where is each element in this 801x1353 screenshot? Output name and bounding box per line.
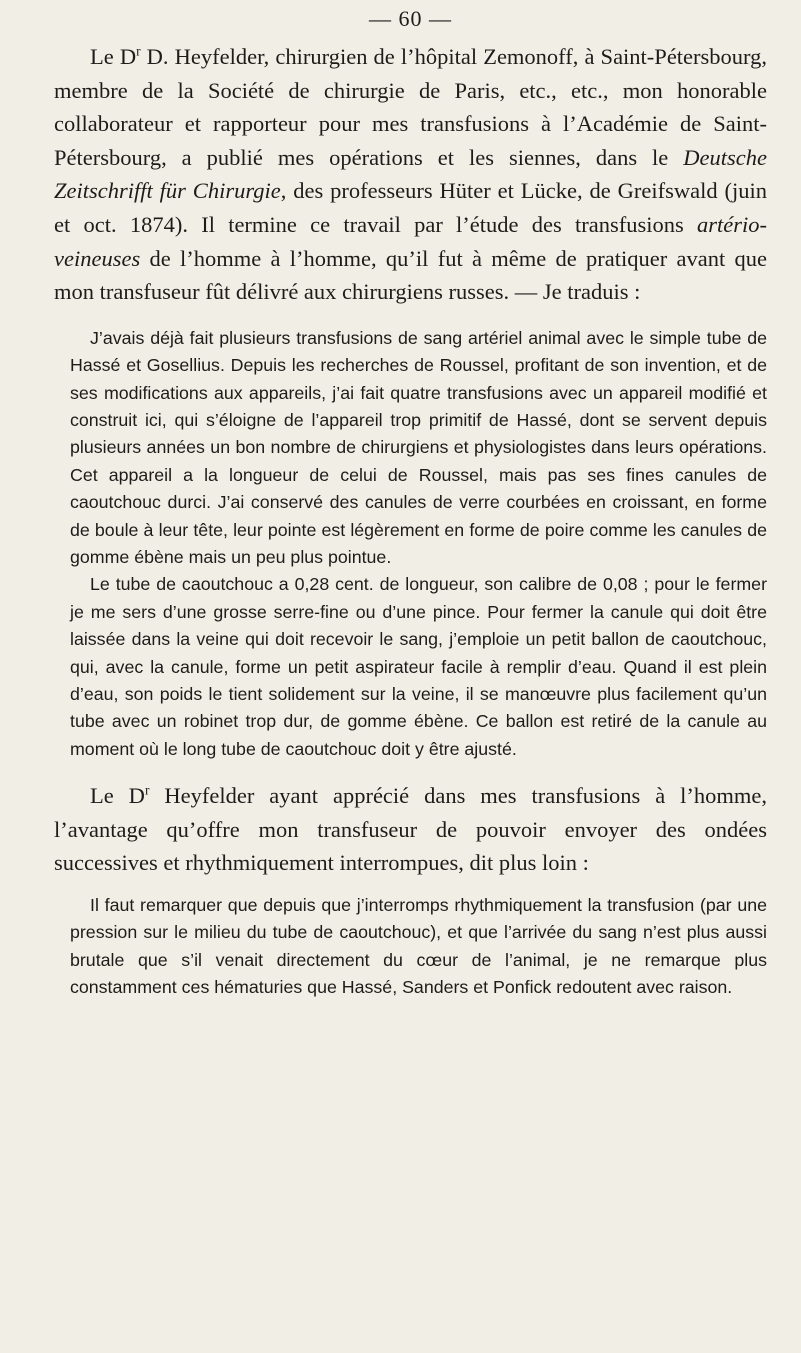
middle-text-1: Le D (90, 783, 145, 809)
intro-text-4: de l’homme à l’homme, qu’il fut à même de pratiquer avant que mon transfuseur fût délivré aux chirurgiens russes. — Je traduis : (54, 245, 767, 305)
intro-text-1: Le D (90, 44, 137, 69)
intro-paragraph (54, 40, 767, 309)
second-quote (54, 892, 767, 1002)
spacer (54, 309, 767, 325)
translated-quote (54, 325, 767, 764)
quote-paragraph-2: Le tube de caoutchouc a 0,28 cent. de longueur, son calibre de 0,08 ; pour le fermer je me sers d’une grosse serre-fine ou d’une pince. Pour fermer la canule qui doit être laissée dans la veine qui doit recevoir le sang, j’emploie un petit ballon de caoutchouc, qui, avec la canule, forme un petit aspirateur facile à remplir d’eau. Quand il est plein d’eau, son poids le tient solidement sur la veine, il se manœuvre plus facilement qu’un tube avec un robinet trop dur, de gomme ébène. Ce ballon est retiré de la canule au moment où le long tube de caoutchouc doit y être ajusté. (70, 574, 767, 759)
middle-paragraph (54, 779, 767, 880)
middle-text-2: Heyfelder ayant apprécié dans mes transfusions à l’homme, l’avantage qu’offre mon transfuseur de pouvoir envoyer des ondées successives et rhythmiquement interrompues, dit plus loin : (54, 783, 767, 876)
quote-paragraph-1: J’avais déjà fait plusieurs transfusions de sang artériel animal avec le simple tube de Hassé et Gosellius. Depuis les recherches de Roussel, profitant de son invention, et de ses modifications aux appareils, j’ai fait quatre transfusions avec un appareil modifié et construit ici, qui s’éloigne de l’appareil trop primitif de Hassé, dont se servent depuis plusieurs années un bon nombre de chirurgiens et physiologistes dans leurs opérations. Cet appareil a la longueur de celui de Roussel, mais pas ses fines canules de caoutchouc durci. J’ai conservé des canules de verre courbées en croissant, en forme de boule à leur tête, leur pointe est légèrement en forme de poire comme les canules de gomme ébène mais un peu plus pointue. (70, 327, 767, 567)
quote2-paragraph-1: Il faut remarquer que depuis que j’interromps rhythmiquement la transfusion (par une pression sur le milieu du tube de caoutchouc), et que l’arrivée du sang n’est plus aussi brutale que s’il venait directement du cœur de l’animal, je ne remarque plus constamment ces hématuries que Hassé, Sanders et Ponfick redoutent avec raison. (70, 895, 767, 998)
spacer (54, 763, 767, 779)
intro-superscript: r (136, 43, 141, 59)
term-arterio-veineuses: artério-veineuses (54, 211, 767, 271)
journal-title: Deutsche Zeitschrifft für Chirurgie (54, 144, 767, 204)
middle-superscript: r (144, 782, 150, 798)
intro-text-3: , des professeurs Hüter et Lücke, de Greifswald (juin et oct. 1874). Il termine ce travail par l’étude des transfusions (54, 178, 768, 237)
spacer (54, 880, 767, 892)
page-number: — 60 — (369, 6, 452, 31)
intro-text-2: D. Heyfelder, chirurgien de l’hôpital Zemonoff, à Saint-Pétersbourg, membre de la Société de chirurgie de Paris, etc., etc., mon honorable collaborateur et rapporteur pour mes transfusions à l’Académie de Saint-Pétersbourg, a publié mes opérations et les siennes, dans le (54, 44, 767, 170)
